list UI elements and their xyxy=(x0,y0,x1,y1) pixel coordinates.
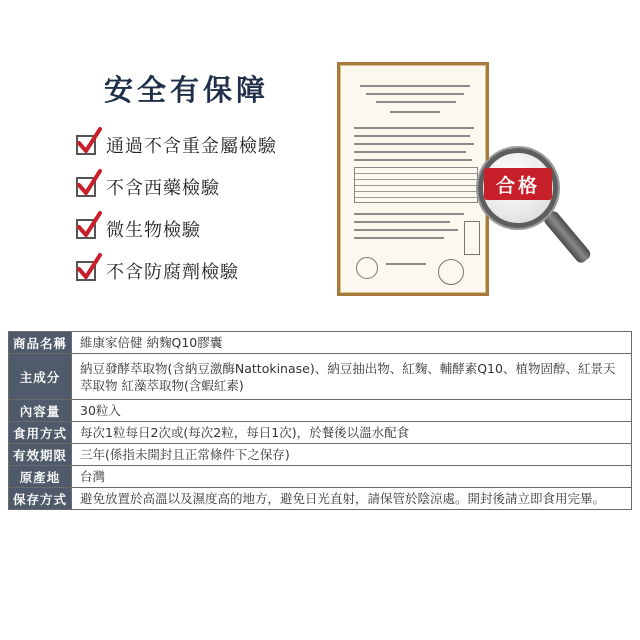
spec-key: 食用方式 xyxy=(9,422,72,444)
pass-badge: 合格 xyxy=(484,168,552,200)
check-item xyxy=(76,124,277,166)
spec-key: 主成分 xyxy=(9,354,72,400)
safety-title: 安全有保障 xyxy=(104,73,270,107)
spec-value: 每次1粒每日2次或(每次2粒，每日1次)，於餐後以溫水配食 xyxy=(72,422,632,444)
spec-value: 三年(係指未開封且正常條件下之保存) xyxy=(72,444,632,466)
spec-key: 保存方式 xyxy=(9,488,72,510)
spec-row xyxy=(9,466,632,488)
spec-value: 避免放置於高溫以及濕度高的地方，避免日光直射，請保管於陰涼處。開封後請立即食用完畢。 xyxy=(72,488,632,510)
spec-row xyxy=(9,444,632,466)
spec-key: 內容量 xyxy=(9,400,72,422)
spec-row xyxy=(9,354,632,400)
check-label: 不含西藥檢驗 xyxy=(106,178,220,199)
check-label: 通過不含重金屬檢驗 xyxy=(106,136,277,157)
spec-key: 有效期限 xyxy=(9,444,72,466)
spec-value: 納豆發酵萃取物(含納豆激酶Nattokinase)、納豆抽出物、紅麴、輔酵素Q10、植物固醇、紅景天萃取物 紅藻萃取物(含蝦紅素) xyxy=(72,354,632,400)
spec-value: 台灣 xyxy=(72,466,632,488)
checkmark-icon xyxy=(76,261,96,281)
check-item xyxy=(76,208,277,250)
spec-row xyxy=(9,332,632,354)
checkmark-icon xyxy=(76,177,96,197)
spec-key: 商品名稱 xyxy=(9,332,72,354)
check-item xyxy=(76,250,277,292)
spec-value: 30粒入 xyxy=(72,400,632,422)
check-label: 不含防腐劑檢驗 xyxy=(106,262,239,283)
magnifier-handle xyxy=(542,209,593,265)
safety-check-list xyxy=(76,124,277,292)
check-label: 微生物檢驗 xyxy=(106,220,201,241)
checkmark-icon xyxy=(76,135,96,155)
product-spec-table xyxy=(8,331,632,510)
spec-row xyxy=(9,400,632,422)
check-item xyxy=(76,166,277,208)
checkmark-icon xyxy=(76,219,96,239)
spec-row xyxy=(9,488,632,510)
test-certificate-image xyxy=(337,62,489,296)
spec-row xyxy=(9,422,632,444)
spec-value: 維康家倍健 納麴Q10膠囊 xyxy=(72,332,632,354)
spec-key: 原產地 xyxy=(9,466,72,488)
